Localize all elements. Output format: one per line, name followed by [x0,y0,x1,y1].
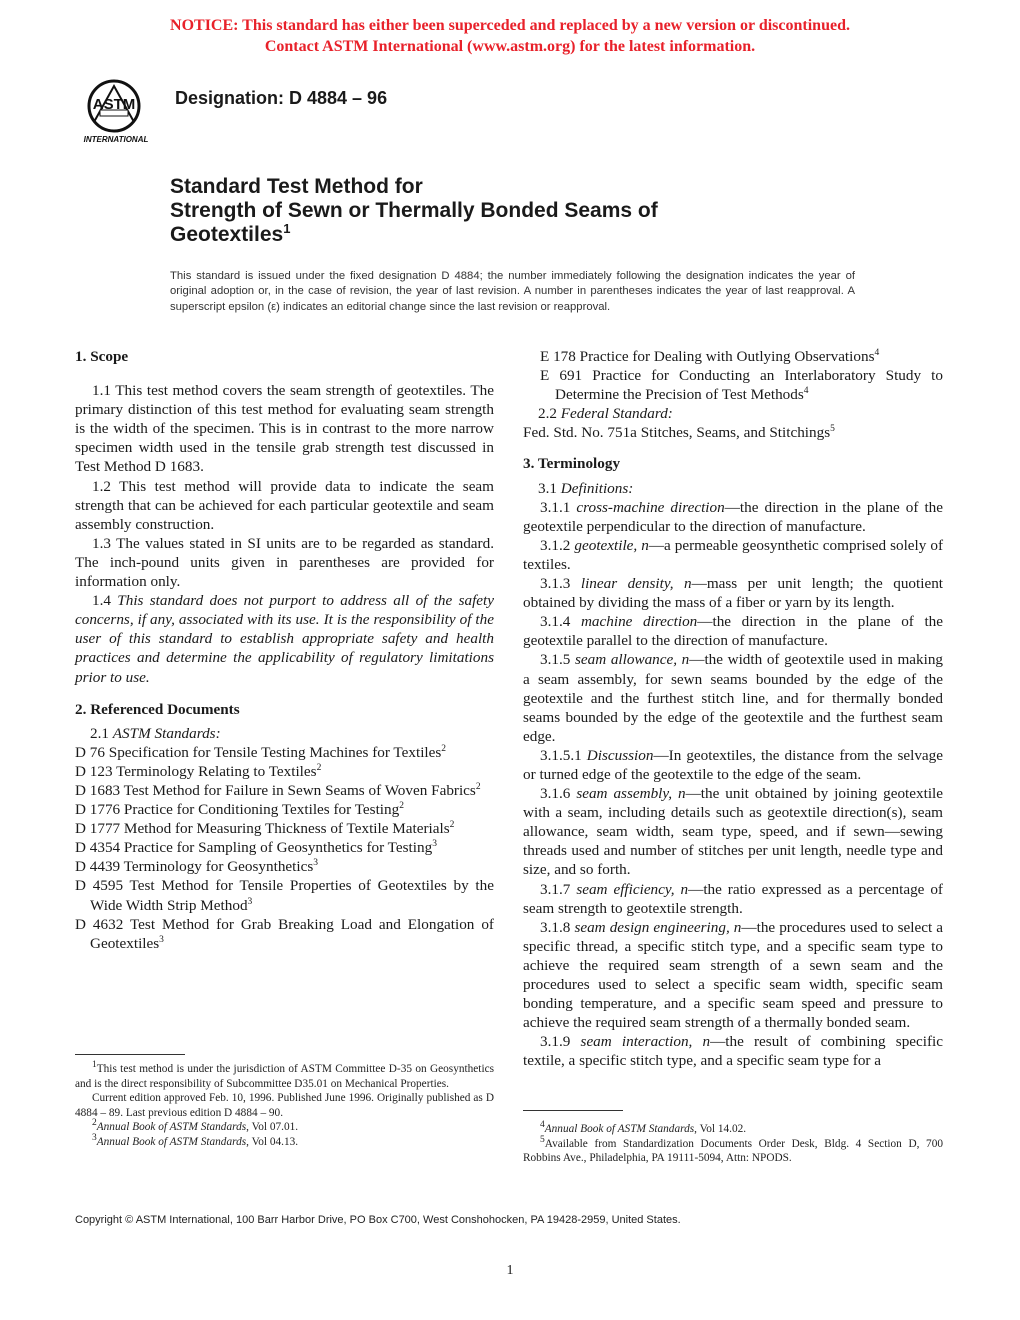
referenced-item-text: E 691 Practice for Conducting an Interlaboratory Study to Determine the Precision of Test Methods [540,367,943,404]
footnote-5 [523,1134,943,1166]
footnote-2 [75,1120,494,1135]
document-title [170,175,870,247]
definition-term: seam design engineering, n [574,918,742,936]
astm-logo [74,76,164,146]
definition-num: 3.1.4 [540,613,571,631]
footnote-5-text: Available from Standardization Documents Order Desk, Bldg. 4 Section D, 700 Robbins Ave., Philadelphia, PA 19111-5094, Attn: NPODS. [523,1137,943,1165]
footnote-4 [523,1122,943,1137]
scope-1-4-text: This standard does not purport to address all of the safety concerns, if any, associated with its use. It is the responsibility of the user of this standard to establish appropriate safety and health practices and determine the applicability of regulatory limitations prior to use. [75,592,494,686]
referenced-item-sup: 2 [449,820,455,831]
referenced-item [75,743,494,762]
footnote-3-sup: 3 [92,1133,97,1144]
scope-1-4-num: 1.4 [92,592,111,610]
astm-standards-label [75,724,494,743]
left-column [75,347,494,953]
definition-text: —the width of geotextile used in making a seam assembly, for sewn seams bounded by the edge of the geotextile and the furthest stitch line, and for thermally bonded seams bounded by the edge of the geotextile and the furthest seam edge. [523,651,944,745]
definition-text: —the ratio expressed as a percentage of seam strength to geotextile strength. [523,880,943,917]
scope-heading: 1. Scope [75,348,129,365]
title-line-2: Strength of Sewn or Thermally Bonded Seams of [170,199,658,222]
referenced-item-sup: 2 [399,801,404,811]
referenced-item-text: D 1777 Method for Measuring Thickness of Textile Materials [75,820,450,838]
referenced-item-text: E 178 Practice for Dealing with Outlying Observations [540,348,875,365]
astm-logo-icon [74,76,164,146]
definition-term: seam allowance, n [575,651,690,669]
referenced-item-sup: 2 [441,743,447,754]
definition-item [523,574,943,612]
footnotes-right [523,1122,943,1166]
title-line-1: Standard Test Method for [170,175,423,198]
footnote-3 [75,1135,494,1150]
definition-term: seam assembly, n [576,785,686,803]
referenced-item-sup: 3 [432,839,437,850]
referenced-item-sup: 3 [313,858,318,869]
footnote-2-sup: 2 [92,1118,97,1129]
referenced-item-text: D 1776 Practice for Conditioning Textiles for Testing [75,801,400,819]
definition-item [523,784,943,879]
referenced-item [75,800,494,819]
definition-item [523,1032,943,1070]
referenced-item-text: D 1683 Test Method for Failure in Sewn Seams of Woven Fabrics [75,781,476,799]
referenced-item-sup: 2 [316,762,322,773]
definition-text: —a permeable geosynthetic comprised solely of textiles. [523,536,944,573]
footnote-4-rest: , Vol 14.02. [694,1123,747,1135]
copyright: Copyright © ASTM International, 100 Barr Harbor Drive, PO Box C700, West Conshohocken, PA 19428-2959, United States. [75,1214,681,1226]
footnote-1-sup: 1 [92,1060,97,1071]
definition-num: 3.1.3 [540,575,571,593]
definition-num: 3.1.5 [540,651,571,669]
footnote-1 [75,1062,494,1091]
footnote-3-italic: Annual Book of ASTM Standards [96,1135,247,1148]
definitions-text: Definitions: [560,479,634,497]
referenced-item-sup: 3 [159,934,164,945]
scope-1-4 [75,591,494,686]
definition-item [523,918,943,1033]
definition-term: machine direction [580,613,698,631]
definition-item [523,746,943,784]
definition-text: —the procedures used to select a specific thread, a specific stitch type, and a specific seam type to achieve the required seam strength of a sewn seam and the procedures used to select a specific seam width, specific seam bonding temperature, and a specific seam speed and pressure to achieve the required seam strength of a thermally bonded seam. [523,918,944,1032]
definition-term: cross-machine direction [576,498,725,516]
astm-standards-text: ASTM Standards: [112,724,221,742]
logo-top-text: ASTM [92,96,136,113]
referenced-heading: 2. Referenced Documents [75,700,240,718]
definition-item [523,498,943,536]
referenced-item [523,366,943,404]
referenced-item-sup: 4 [874,347,880,358]
astm-standards-num: 2.1 [90,724,109,742]
definition-item [523,880,943,918]
footnote-rule-left [75,1054,185,1055]
definition-text: —the direction in the plane of the geotextile perpendicular to the direction of manufacture. [523,498,944,535]
referenced-item-text: D 123 Terminology Relating to Textiles [75,762,317,780]
page-number: 1 [506,1263,514,1278]
definition-term: Discussion [586,746,654,764]
footnote-1b: Current edition approved Feb. 10, 1996. Published June 1996. Originally published as D 4884 – 89. Last previous edition D 4884 – 90. [75,1092,494,1119]
definition-term: seam efficiency, n [576,880,689,898]
definition-num: 3.1.7 [540,880,571,898]
referenced-item [75,781,494,800]
definition-text: —the direction in the plane of the geotextile parallel to the direction of manufacture. [523,613,943,650]
scope-1-2: 1.2 This test method will provide data to indicate the seam strength that can be achieved for each particular geotextile and seam assembly construction. [75,477,494,533]
referenced-list-continued [523,347,943,404]
definition-text: —In geotextiles, the distance from the selvage or turned edge of the geotextile to the edge of the seam. [523,746,944,783]
referenced-item-text: D 4439 Terminology for Geosynthetics [75,858,314,876]
definition-term: seam interaction, n [580,1033,711,1051]
scope-1-3: 1.3 The values stated in SI units are to be regarded as standard. The inch-pound units given in parentheses are provided for information only. [75,534,494,591]
federal-item-sup: 5 [830,424,835,435]
federal-item-text: Fed. Std. No. 751a Stitches, Seams, and Stitchings [523,424,831,442]
definition-item [523,612,943,650]
definition-text: —the result of combining specific textile, a specific stitch type, and a specific seam type for a [523,1033,944,1070]
definitions-label [523,479,943,498]
terminology-heading: 3. Terminology [523,455,621,473]
footnote-4-italic: Annual Book of ASTM Standards [544,1123,695,1135]
referenced-list [75,743,494,953]
referenced-item [75,876,494,914]
definition-num: 3.1.9 [540,1033,571,1051]
designation: Designation: D 4884 – 96 [175,88,388,108]
logo-bottom-text: INTERNATIONAL [83,135,149,144]
definitions-num: 3.1 [538,479,557,497]
referenced-item-text: D 4354 Practice for Sampling of Geosynthetics for Testing [75,839,433,857]
definition-num: 3.1.6 [540,785,571,803]
referenced-item [75,762,494,781]
footnote-rule-right [523,1110,623,1111]
referenced-item-sup: 4 [803,386,809,397]
federal-standard-text: Federal Standard: [560,405,673,423]
definition-num: 3.1.2 [540,536,571,554]
title-line-3 [170,223,870,247]
right-column [523,347,943,1070]
footnote-3-rest: , Vol 04.13. [246,1135,299,1148]
referenced-item [75,857,494,876]
footnote-2-italic: Annual Book of ASTM Standards [96,1121,247,1134]
definition-num: 3.1.1 [540,498,571,516]
definition-num: 3.1.8 [540,918,571,936]
referenced-item-sup: 2 [475,781,481,792]
footnote-2-rest: , Vol 07.01. [246,1121,299,1134]
definition-item [523,650,943,745]
notice-line-1: NOTICE: This standard has either been superceded and replaced by a new version or discontinued. [170,17,850,34]
notice-line-2: Contact ASTM International (www.astm.org) for the latest information. [264,38,756,55]
federal-standard-label [523,404,943,423]
definition-term: geotextile, n [574,536,649,554]
referenced-item-text: D 4595 Test Method for Tensile Properties of Geotextiles by the Wide Width Strip Method [75,877,494,914]
referenced-item-sup: 3 [247,896,253,907]
scope-1-1: 1.1 This test method covers the seam strength of geotextiles. The primary distinction of this test method for evaluating seam strength is the width of the specimen. This is in contrast to the more narrow specimen width used in the tensile grab strength test discussed in Test Method D 1683. [75,382,494,476]
definition-term: linear density, n [580,575,692,593]
referenced-item [75,819,494,838]
terminology-list [523,498,943,1071]
definition-text: —the unit obtained by joining geotextile with a seam, including details such as geotextile direction(s), seam allowance, seam width, seam type, speed, and if sewn—sewing threads used and number of stitches per unit length, needle type and size, and so forth. [523,785,943,879]
referenced-item [75,838,494,857]
footnote-1-text: This test method is under the jurisdiction of ASTM Committee D-35 on Geosynthetics and is the direct responsibility of Subcommittee D35.01 on Mechanical Properties. [75,1063,494,1090]
federal-standard-num: 2.2 [538,405,557,423]
referenced-item [523,347,943,366]
footnote-4-sup: 4 [540,1120,545,1131]
definition-item [523,536,943,574]
federal-standard-item [523,423,943,442]
referenced-item-text: D 4632 Test Method for Grab Breaking Load and Elongation of Geotextiles [75,915,494,952]
footnotes-left [75,1062,494,1150]
title-footnote-ref: 1 [283,221,291,236]
referenced-item [75,915,494,953]
footnote-5-sup: 5 [540,1134,545,1145]
referenced-item-text: D 76 Specification for Tensile Testing Machines for Textiles [75,743,442,761]
issuance-statement: This standard is issued under the fixed designation D 4884; the number immediately following the designation indicates the year of original adoption or, in the case of revision, the year of last revision. A number in parentheses indicates the year of last reapproval. A superscript epsilon (ε) indicates an editorial change since the last revision or reapproval. [170,270,855,313]
definition-num: 3.1.5.1 [540,746,582,764]
title-line-3-text: Geotextiles [170,223,284,246]
definition-text: —mass per unit length; the quotient obtained by dividing the mass of a fiber or yarn by its length. [523,575,944,612]
